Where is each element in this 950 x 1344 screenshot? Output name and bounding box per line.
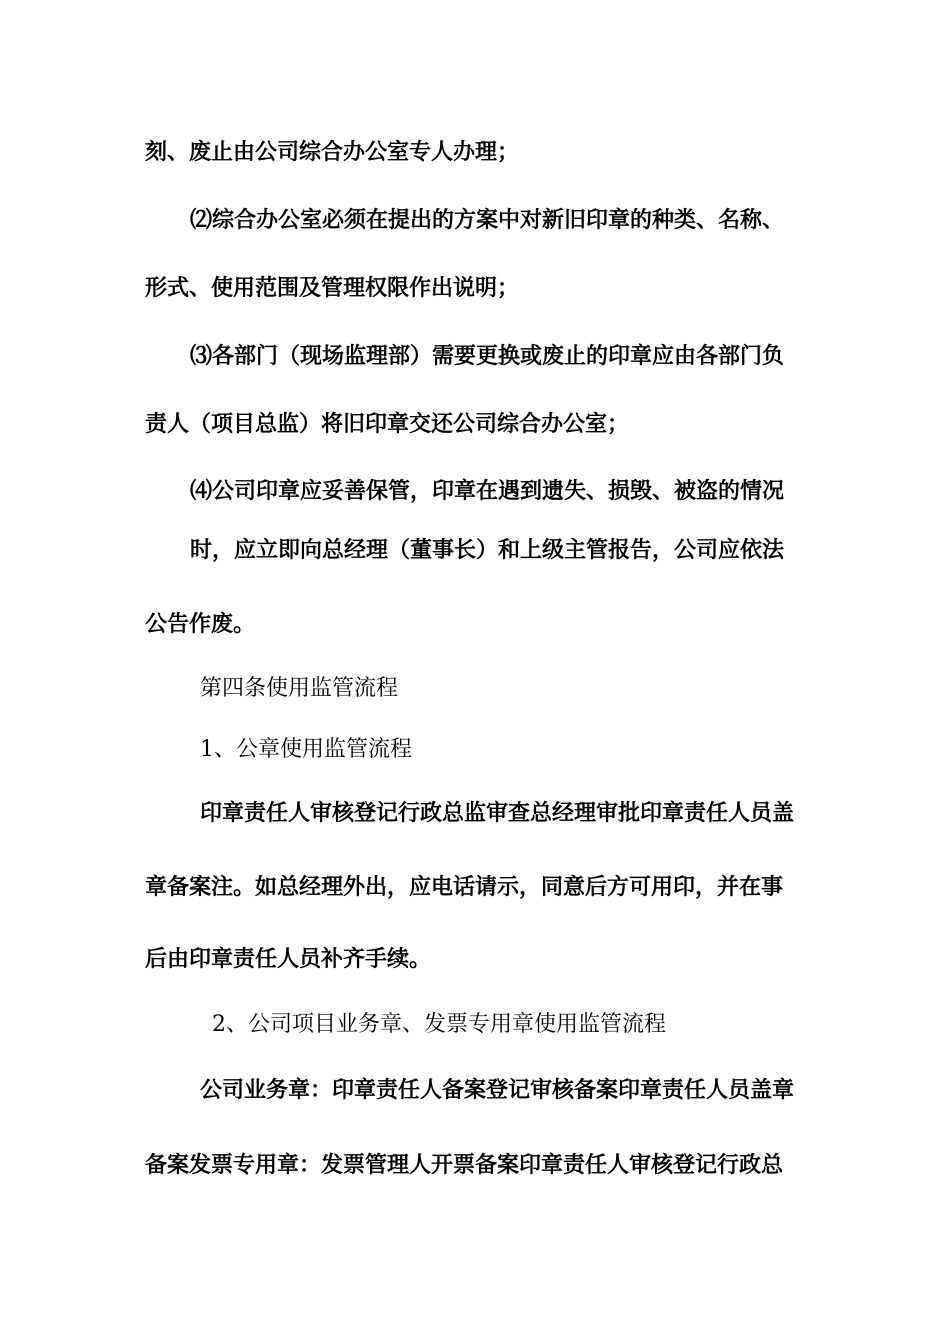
text-line: 刻、废止由公司综合办公室专人办理； [145, 139, 520, 165]
text-line: ⑷公司印章应妥善保管，印章在遇到遗失、损毁、被盗的情况 [190, 478, 785, 504]
text-line: 公告作废。 [145, 611, 256, 637]
text-line: 责人（项目总监）将旧印章交还公司综合办公室； [145, 411, 630, 437]
section-heading: 第四条使用监管流程 [200, 676, 399, 701]
text-line: ⑶各部门（现场监理部）需要更换或废止的印章应由各部门负 [190, 343, 785, 369]
text-line: 章备案注。如总经理外出，应电话请示，同意后方可用印，并在事 [145, 874, 784, 900]
text-line: 时，应立即向总经理（董事长）和上级主管报告，公司应依法 [190, 537, 785, 563]
text-line: 形式、使用范围及管理权限作出说明； [145, 275, 520, 301]
text-line: 后由印章责任人员补齐手续。 [145, 946, 432, 972]
text-line: ⑵综合办公室必须在提出的方案中对新旧印章的种类、名称、 [190, 207, 785, 233]
subsection-heading: 1、公章使用监管流程 [200, 737, 412, 762]
text-line: 公司业务章：印章责任人备案登记审核备案印章责任人员盖章 [200, 1077, 795, 1103]
text-line: 备案发票专用章：发票管理人开票备案印章责任人审核登记行政总 [145, 1152, 784, 1178]
subsection-heading: 2、公司项目业务章、发票专用章使用监管流程 [212, 1012, 666, 1037]
text-line: 印章责任人审核登记行政总监审查总经理审批印章责任人员盖 [200, 800, 795, 826]
